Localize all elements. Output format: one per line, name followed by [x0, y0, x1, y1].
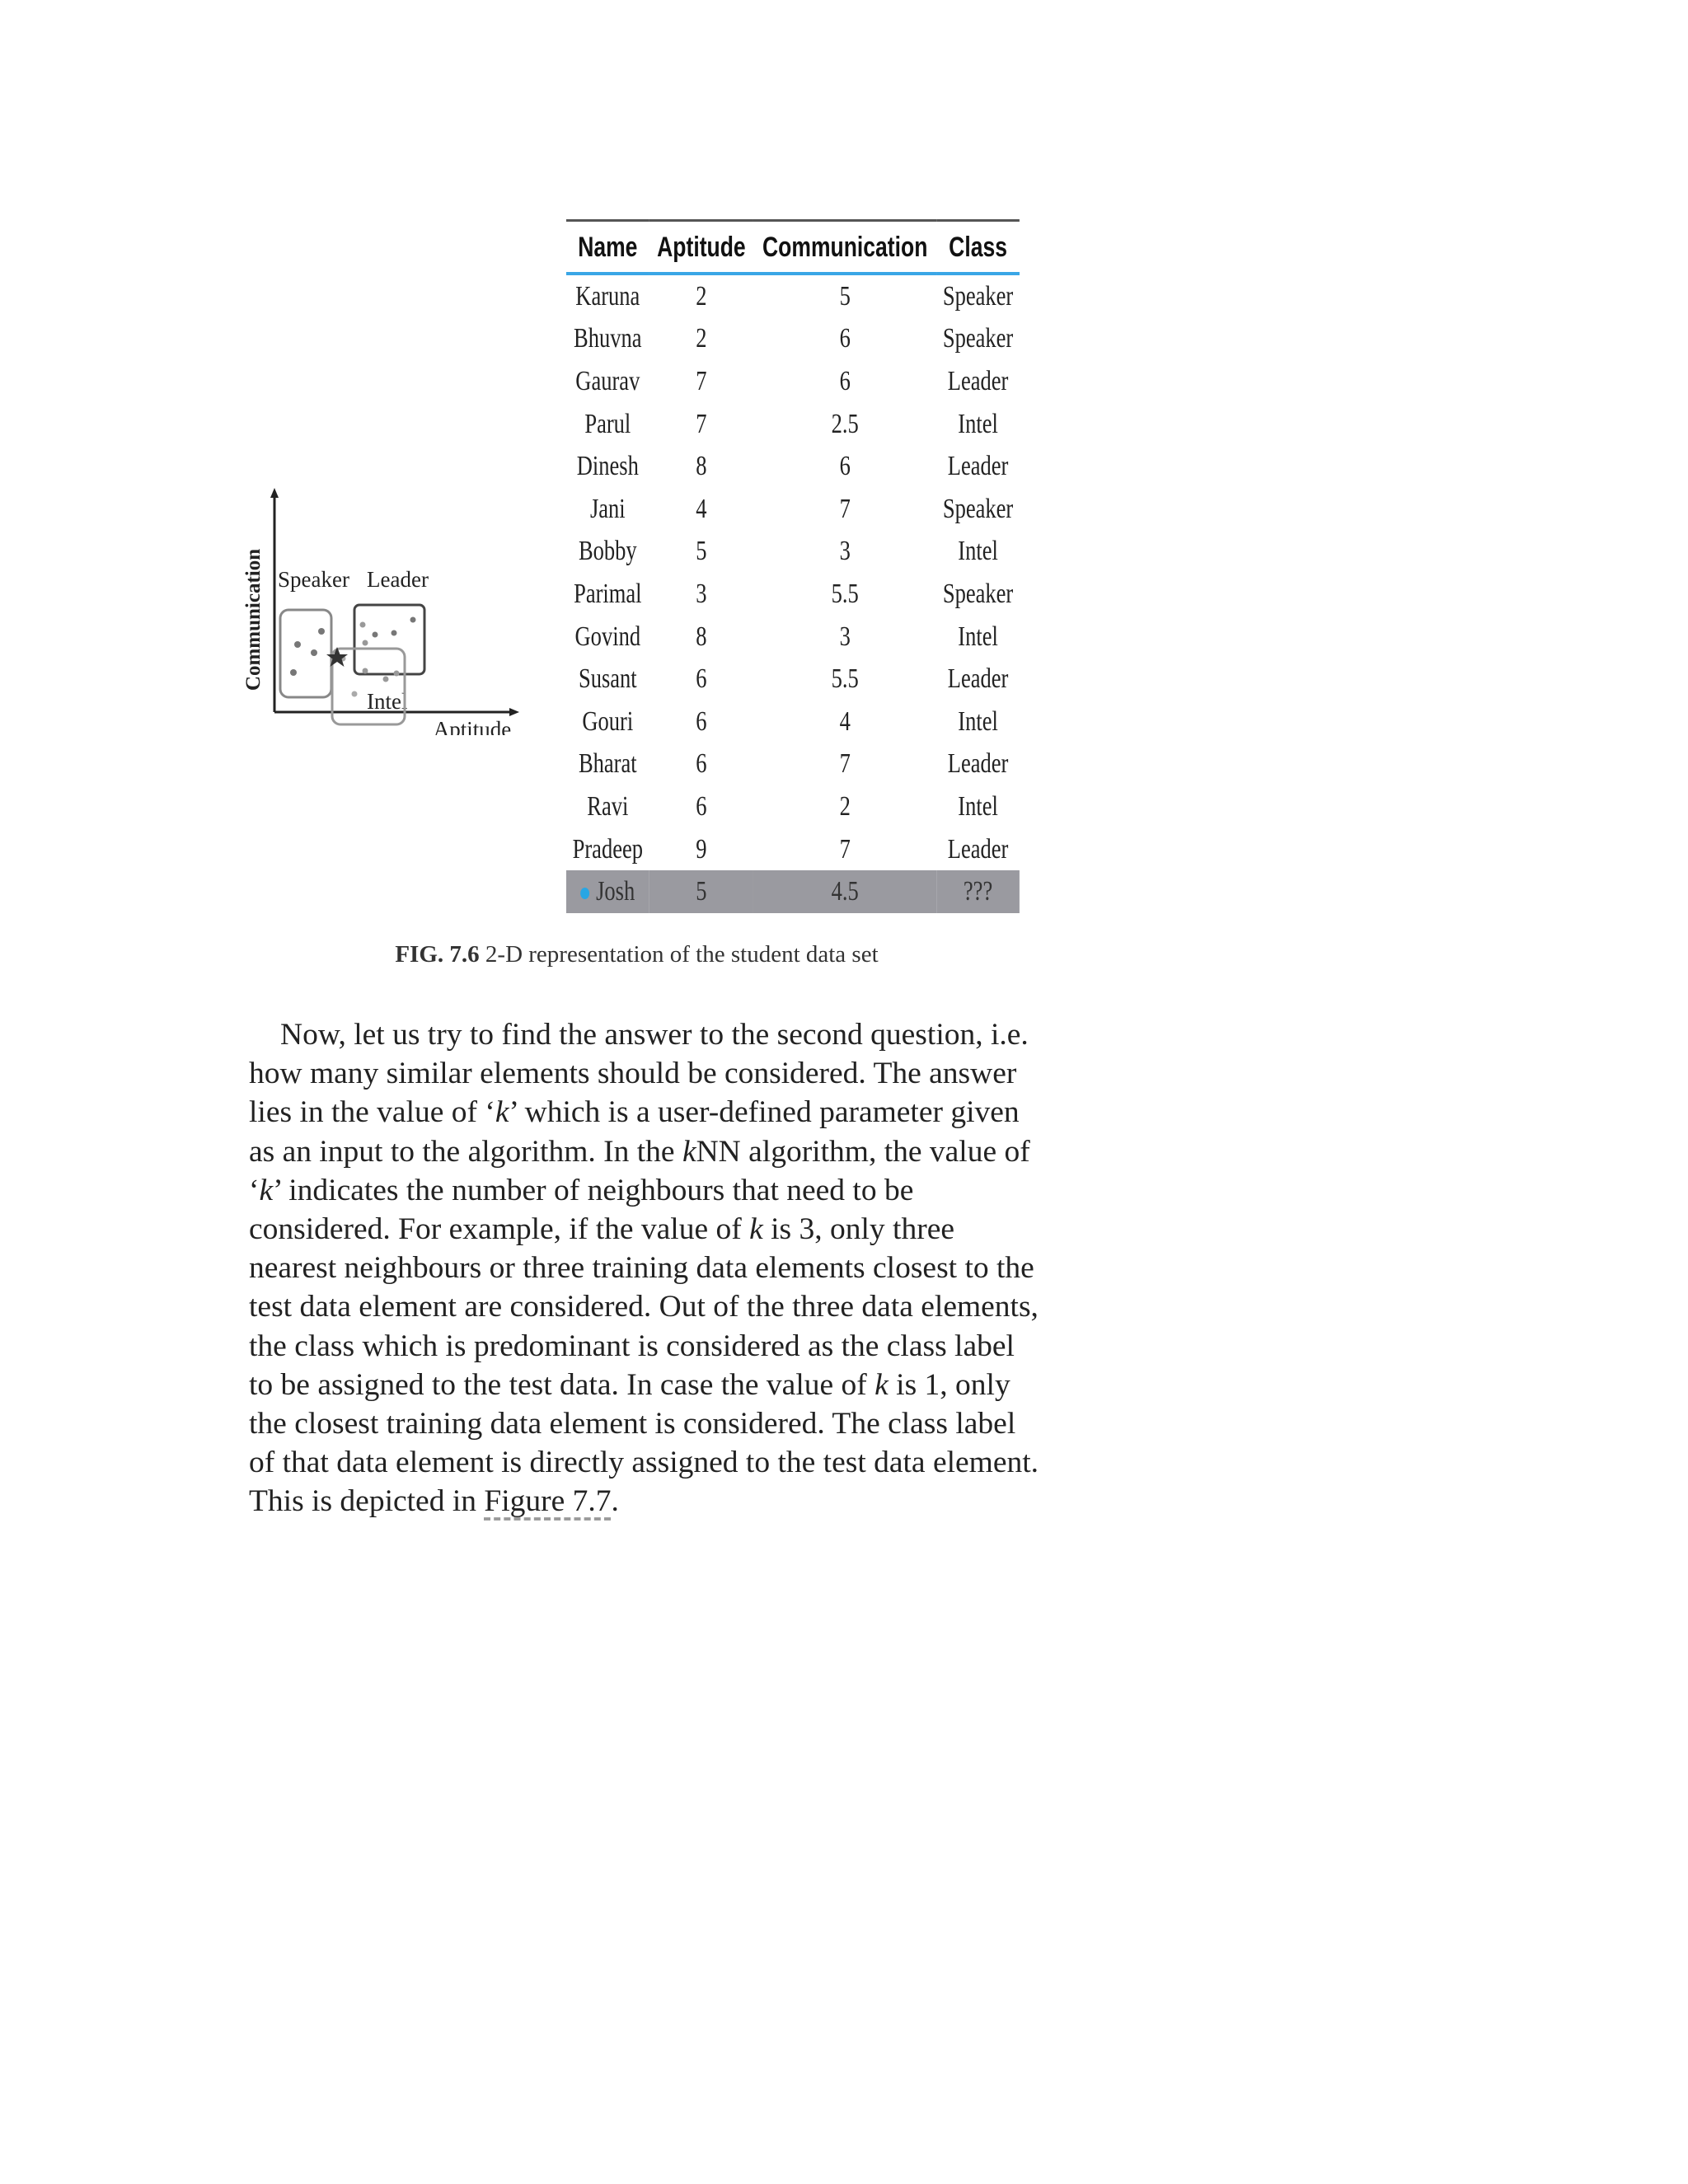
- table-row: [566, 531, 1020, 574]
- cell-aptitude: 6: [696, 705, 707, 737]
- italic-k: k: [495, 1095, 509, 1130]
- table-row: [566, 488, 1020, 531]
- cell-class: Intel: [958, 790, 998, 822]
- table-row: [566, 403, 1020, 446]
- text-run: Now, let us try to find the answer to the second question, i.e. how many similar elements should be considered. The answer lies in the value of ‘: [249, 1018, 1029, 1130]
- header-name: Name: [566, 221, 649, 274]
- table-row: [566, 828, 1020, 871]
- cell-name: Parimal: [574, 578, 642, 609]
- cell-communication: 5.5: [831, 578, 859, 609]
- cell-aptitude: 2: [696, 280, 707, 312]
- cell-name: Gaurav: [575, 365, 640, 396]
- cell-aptitude: 7: [696, 408, 707, 439]
- cell-aptitude: 5: [696, 536, 707, 567]
- figure-caption: [235, 941, 1039, 968]
- figure-7-6: [235, 216, 1039, 968]
- cell-class: Speaker: [942, 578, 1014, 609]
- cell-class: Speaker: [942, 323, 1014, 354]
- cell-aptitude: 6: [696, 790, 707, 822]
- student-data-table: [566, 219, 1020, 913]
- cell-class: Intel: [958, 621, 998, 652]
- cell-name: Susant: [578, 663, 637, 695]
- cell-aptitude: 6: [696, 663, 707, 695]
- header-aptitude: Aptitude: [649, 221, 754, 274]
- table-row: [566, 616, 1020, 658]
- text-run: is 1, only the closest training data element is considered. The class label of that data element is directly assigned to the test data element. This is depicted in: [249, 1367, 1039, 1519]
- cell-communication: 7: [839, 833, 851, 865]
- table-header-row: [566, 221, 1020, 274]
- test-cell-name: [566, 870, 649, 913]
- cell-class: Leader: [947, 748, 1009, 780]
- table-row: [566, 445, 1020, 488]
- cell-class: Intel: [958, 408, 998, 439]
- cell-class: Leader: [947, 663, 1009, 695]
- leader-cluster-box: [354, 605, 424, 674]
- cell-name: Pradeep: [572, 833, 644, 865]
- cell-aptitude: 3: [696, 578, 707, 609]
- cell-name: Ravi: [587, 790, 629, 822]
- cell-communication: 2.5: [831, 408, 859, 439]
- table-row: [566, 360, 1020, 403]
- text-run: ’ indicates the number of neighbours that need to be considered. For example, if the value of: [249, 1173, 914, 1247]
- cell-communication: 5.5: [831, 663, 859, 695]
- cell-class: Speaker: [942, 280, 1014, 312]
- text-run: ’ which is a user-defined parameter given as an input to the algorithm. In the: [249, 1095, 1020, 1169]
- row-marker-icon: [580, 888, 589, 899]
- table-body: [566, 274, 1020, 913]
- table-row: [566, 785, 1020, 828]
- table-row: [566, 274, 1020, 318]
- text-run: .: [611, 1484, 619, 1519]
- leader-cluster-label: Leader: [367, 567, 429, 592]
- cell-aptitude: 4: [696, 493, 707, 524]
- header-communication: Communication: [753, 221, 936, 274]
- speaker-cluster-label: Speaker: [278, 567, 349, 592]
- cell-name: Gouri: [582, 705, 634, 737]
- cell-communication: 6: [839, 451, 851, 482]
- cell-aptitude: 7: [696, 365, 707, 396]
- x-axis-label: Aptitude: [433, 717, 512, 735]
- table-row: [566, 701, 1020, 743]
- cell-aptitude: 9: [696, 833, 707, 865]
- cell-name: Bhuvna: [574, 323, 642, 354]
- cell-name: Jani: [589, 493, 626, 524]
- test-cell-class: ???: [936, 870, 1020, 913]
- text-run: is 3, only three nearest neighbours or three training data elements closest to the test data element are considered. Out of the three data elements, the class which is predominant is considered as the class label to be assigned to the test data. In case the value of: [249, 1212, 1039, 1402]
- test-cell-aptitude: 5: [649, 870, 754, 913]
- x-axis-arrow: [509, 708, 519, 716]
- figure-7-7-link[interactable]: Figure 7.7: [484, 1484, 612, 1519]
- cell-name: Govind: [574, 621, 641, 652]
- scatter-plot: [235, 488, 532, 735]
- cell-class: Leader: [947, 833, 1009, 865]
- italic-k: k: [682, 1134, 696, 1169]
- y-axis-label: Communication: [242, 548, 265, 691]
- header-class: Class: [936, 221, 1020, 274]
- cell-class: Intel: [958, 536, 998, 567]
- cell-communication: 7: [839, 493, 851, 524]
- cell-aptitude: 8: [696, 621, 707, 652]
- cell-aptitude: 8: [696, 451, 707, 482]
- intel-cluster-label: Intel: [367, 689, 408, 714]
- cell-name: Karuna: [575, 280, 640, 312]
- speaker-cluster-box: [280, 610, 331, 697]
- test-name: Josh: [596, 876, 635, 907]
- cell-class: Speaker: [942, 493, 1014, 524]
- cell-communication: 6: [839, 323, 851, 354]
- cell-aptitude: 2: [696, 323, 707, 354]
- cell-communication: 7: [839, 748, 851, 780]
- figure-caption-text: 2-D representation of the student data set: [479, 941, 879, 968]
- cell-name: Dinesh: [576, 451, 639, 482]
- table-row: [566, 318, 1020, 361]
- plot-svg: [235, 488, 532, 735]
- cell-communication: 6: [839, 365, 851, 396]
- y-axis-arrow: [270, 488, 279, 498]
- cell-name: Parul: [584, 408, 631, 439]
- cell-communication: 3: [839, 536, 851, 567]
- body-paragraph: [249, 1015, 1040, 1521]
- test-cell-communication: 4.5: [753, 870, 936, 913]
- cell-class: Intel: [958, 705, 998, 737]
- cell-communication: 2: [839, 790, 851, 822]
- text-run: NN algorithm, the value of ‘: [249, 1134, 1030, 1207]
- table-row: [566, 743, 1020, 786]
- cell-class: Leader: [947, 365, 1009, 396]
- test-data-row: [566, 870, 1020, 913]
- italic-k: k: [749, 1212, 763, 1247]
- figure-label: FIG. 7.6: [395, 941, 480, 968]
- table-row: [566, 573, 1020, 616]
- table-row: [566, 658, 1020, 701]
- cell-aptitude: 6: [696, 748, 707, 780]
- cell-class: Leader: [947, 451, 1009, 482]
- cell-communication: 3: [839, 621, 851, 652]
- cell-name: Bharat: [578, 748, 637, 780]
- italic-k: k: [874, 1367, 889, 1402]
- cell-communication: 5: [839, 280, 851, 312]
- italic-k: k: [259, 1173, 274, 1207]
- cell-communication: 4: [839, 705, 851, 737]
- cell-name: Bobby: [578, 536, 637, 567]
